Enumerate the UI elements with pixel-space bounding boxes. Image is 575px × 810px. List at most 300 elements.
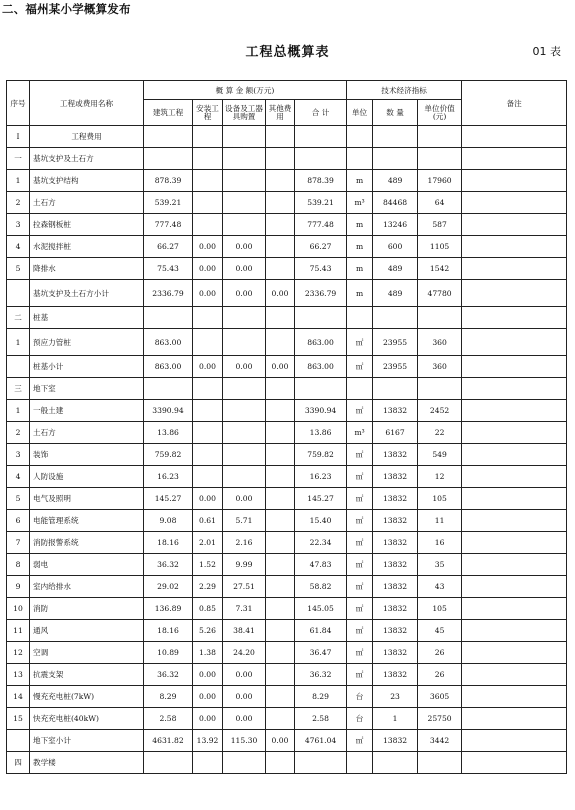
cell-total: 75.43 bbox=[295, 258, 347, 280]
cell-install bbox=[193, 307, 223, 329]
cell-unit-price: 1105 bbox=[418, 236, 462, 258]
table-row bbox=[7, 664, 567, 686]
cell-total bbox=[295, 378, 347, 400]
document-title: 工程总概算表 bbox=[245, 45, 330, 60]
cell-construction: 136.89 bbox=[144, 598, 193, 620]
cell-name: 一般土建 bbox=[30, 400, 144, 422]
cell-install: 0.00 bbox=[193, 708, 223, 730]
cell-other bbox=[266, 554, 295, 576]
cell-quantity bbox=[373, 126, 418, 148]
cell-construction: 777.48 bbox=[144, 214, 193, 236]
cell-other bbox=[266, 214, 295, 236]
cell-remark bbox=[462, 664, 567, 686]
cell-install: 0.00 bbox=[193, 686, 223, 708]
cell-quantity: 23 bbox=[373, 686, 418, 708]
cell-seq: 4 bbox=[7, 466, 30, 488]
cell-construction: 878.39 bbox=[144, 170, 193, 192]
cell-unit: m bbox=[347, 258, 373, 280]
cell-equipment: 2.16 bbox=[223, 532, 266, 554]
cell-equipment bbox=[223, 378, 266, 400]
cell-seq: 3 bbox=[7, 214, 30, 236]
cell-quantity: 13832 bbox=[373, 488, 418, 510]
table-row bbox=[7, 170, 567, 192]
cell-equipment bbox=[223, 444, 266, 466]
cell-install: 0.00 bbox=[193, 258, 223, 280]
cell-remark bbox=[462, 708, 567, 730]
cell-equipment bbox=[223, 466, 266, 488]
cell-unit-price: 3442 bbox=[418, 730, 462, 752]
cell-unit bbox=[347, 307, 373, 329]
cell-name: 消防报警系统 bbox=[30, 532, 144, 554]
cell-unit: ㎡ bbox=[347, 620, 373, 642]
cell-construction: 145.27 bbox=[144, 488, 193, 510]
cell-unit-price bbox=[418, 378, 462, 400]
table-row bbox=[7, 642, 567, 664]
cell-construction: 539.21 bbox=[144, 192, 193, 214]
cell-quantity: 13832 bbox=[373, 554, 418, 576]
cell-remark bbox=[462, 444, 567, 466]
cell-unit-price: 2452 bbox=[418, 400, 462, 422]
cell-name: 降排水 bbox=[30, 258, 144, 280]
cell-remark bbox=[462, 510, 567, 532]
cell-construction: 2336.79 bbox=[144, 280, 193, 307]
cell-equipment bbox=[223, 192, 266, 214]
cell-name: 基坑支护及土石方小计 bbox=[30, 280, 144, 307]
cell-unit-price: 360 bbox=[418, 329, 462, 356]
cell-construction: 2.58 bbox=[144, 708, 193, 730]
cell-construction bbox=[144, 148, 193, 170]
cell-construction: 10.89 bbox=[144, 642, 193, 664]
cell-other bbox=[266, 444, 295, 466]
cell-equipment bbox=[223, 214, 266, 236]
cell-name: 慢充充电桩(7kW) bbox=[30, 686, 144, 708]
cell-unit-price: 22 bbox=[418, 422, 462, 444]
cell-unit: m bbox=[347, 236, 373, 258]
header-unit: 单位 bbox=[347, 100, 373, 126]
table-row bbox=[7, 708, 567, 730]
cell-equipment bbox=[223, 307, 266, 329]
cell-construction: 36.32 bbox=[144, 664, 193, 686]
cell-other bbox=[266, 378, 295, 400]
cell-remark bbox=[462, 752, 567, 774]
cell-quantity: 13832 bbox=[373, 532, 418, 554]
cell-total: 539.21 bbox=[295, 192, 347, 214]
cell-unit-price: 26 bbox=[418, 642, 462, 664]
cell-name: 通风 bbox=[30, 620, 144, 642]
cell-remark bbox=[462, 307, 567, 329]
table-row bbox=[7, 126, 567, 148]
cell-equipment bbox=[223, 752, 266, 774]
cell-remark bbox=[462, 620, 567, 642]
cell-quantity: 13832 bbox=[373, 466, 418, 488]
table-row bbox=[7, 236, 567, 258]
section-title: 二、福州某小学概算发布 bbox=[2, 2, 131, 16]
cell-equipment: 7.31 bbox=[223, 598, 266, 620]
cell-name: 消防 bbox=[30, 598, 144, 620]
cell-other bbox=[266, 307, 295, 329]
cell-total: 145.05 bbox=[295, 598, 347, 620]
cell-unit-price: 16 bbox=[418, 532, 462, 554]
table-row bbox=[7, 510, 567, 532]
cell-unit: ㎡ bbox=[347, 400, 373, 422]
cell-unit: ㎡ bbox=[347, 554, 373, 576]
cell-equipment bbox=[223, 170, 266, 192]
cell-equipment: 27.51 bbox=[223, 576, 266, 598]
cell-seq: 12 bbox=[7, 642, 30, 664]
cell-seq: 8 bbox=[7, 554, 30, 576]
cell-remark bbox=[462, 422, 567, 444]
cell-other bbox=[266, 126, 295, 148]
cell-quantity: 13832 bbox=[373, 620, 418, 642]
table-row bbox=[7, 444, 567, 466]
cell-install bbox=[193, 214, 223, 236]
header-total: 合 计 bbox=[295, 100, 347, 126]
cell-other bbox=[266, 620, 295, 642]
header-amount-group: 概 算 金 额(万元) bbox=[144, 81, 347, 100]
cell-quantity: 23955 bbox=[373, 356, 418, 378]
budget-table bbox=[6, 80, 567, 774]
cell-quantity: 6167 bbox=[373, 422, 418, 444]
cell-quantity bbox=[373, 148, 418, 170]
cell-seq: 15 bbox=[7, 708, 30, 730]
cell-seq: 7 bbox=[7, 532, 30, 554]
cell-seq: 二 bbox=[7, 307, 30, 329]
cell-equipment bbox=[223, 422, 266, 444]
cell-quantity bbox=[373, 752, 418, 774]
table-row bbox=[7, 307, 567, 329]
cell-total: 36.32 bbox=[295, 664, 347, 686]
cell-seq: 3 bbox=[7, 444, 30, 466]
cell-equipment bbox=[223, 148, 266, 170]
cell-quantity bbox=[373, 307, 418, 329]
cell-other bbox=[266, 576, 295, 598]
cell-remark bbox=[462, 280, 567, 307]
cell-quantity: 489 bbox=[373, 258, 418, 280]
cell-name: 装饰 bbox=[30, 444, 144, 466]
cell-name: 空调 bbox=[30, 642, 144, 664]
table-row bbox=[7, 554, 567, 576]
cell-install bbox=[193, 148, 223, 170]
cell-total: 4761.04 bbox=[295, 730, 347, 752]
cell-construction: 66.27 bbox=[144, 236, 193, 258]
cell-equipment: 0.00 bbox=[223, 356, 266, 378]
cell-total bbox=[295, 126, 347, 148]
cell-name: 人防设施 bbox=[30, 466, 144, 488]
cell-quantity: 13246 bbox=[373, 214, 418, 236]
cell-remark bbox=[462, 214, 567, 236]
cell-install: 1.52 bbox=[193, 554, 223, 576]
cell-seq: 5 bbox=[7, 258, 30, 280]
cell-total: 8.29 bbox=[295, 686, 347, 708]
cell-quantity: 1 bbox=[373, 708, 418, 730]
cell-unit-price: 35 bbox=[418, 554, 462, 576]
cell-unit-price bbox=[418, 148, 462, 170]
cell-remark bbox=[462, 554, 567, 576]
table-row bbox=[7, 356, 567, 378]
cell-install bbox=[193, 466, 223, 488]
cell-quantity bbox=[373, 378, 418, 400]
cell-unit bbox=[347, 126, 373, 148]
cell-equipment: 5.71 bbox=[223, 510, 266, 532]
cell-total: 61.84 bbox=[295, 620, 347, 642]
cell-construction: 3390.94 bbox=[144, 400, 193, 422]
cell-total: 2.58 bbox=[295, 708, 347, 730]
cell-remark bbox=[462, 170, 567, 192]
cell-unit-price: 17960 bbox=[418, 170, 462, 192]
cell-equipment: 0.00 bbox=[223, 280, 266, 307]
table-row bbox=[7, 329, 567, 356]
cell-install: 0.00 bbox=[193, 664, 223, 686]
cell-unit: ㎡ bbox=[347, 576, 373, 598]
cell-quantity: 23955 bbox=[373, 329, 418, 356]
cell-seq bbox=[7, 356, 30, 378]
cell-other: 0.00 bbox=[266, 730, 295, 752]
cell-name: 基坑支护及土石方 bbox=[30, 148, 144, 170]
cell-remark bbox=[462, 258, 567, 280]
cell-unit-price: 360 bbox=[418, 356, 462, 378]
cell-seq: 13 bbox=[7, 664, 30, 686]
cell-construction: 759.82 bbox=[144, 444, 193, 466]
cell-unit: 台 bbox=[347, 708, 373, 730]
cell-equipment: 0.00 bbox=[223, 488, 266, 510]
cell-unit-price: 47780 bbox=[418, 280, 462, 307]
cell-name: 桩基 bbox=[30, 307, 144, 329]
header-construction: 建筑工程 bbox=[144, 100, 193, 126]
cell-install: 1.38 bbox=[193, 642, 223, 664]
header-install: 安装工程 bbox=[193, 100, 223, 126]
cell-install: 2.01 bbox=[193, 532, 223, 554]
cell-remark bbox=[462, 576, 567, 598]
cell-construction: 8.29 bbox=[144, 686, 193, 708]
cell-remark bbox=[462, 730, 567, 752]
cell-unit-price bbox=[418, 752, 462, 774]
cell-equipment: 9.99 bbox=[223, 554, 266, 576]
cell-unit: m³ bbox=[347, 422, 373, 444]
cell-other bbox=[266, 400, 295, 422]
cell-construction: 29.02 bbox=[144, 576, 193, 598]
cell-quantity: 489 bbox=[373, 170, 418, 192]
cell-seq: 三 bbox=[7, 378, 30, 400]
cell-other bbox=[266, 532, 295, 554]
cell-seq: 5 bbox=[7, 488, 30, 510]
cell-install bbox=[193, 170, 223, 192]
cell-construction: 13.86 bbox=[144, 422, 193, 444]
cell-other bbox=[266, 642, 295, 664]
cell-unit-price: 64 bbox=[418, 192, 462, 214]
cell-quantity: 13832 bbox=[373, 510, 418, 532]
cell-construction bbox=[144, 307, 193, 329]
cell-equipment: 115.30 bbox=[223, 730, 266, 752]
cell-name: 土石方 bbox=[30, 192, 144, 214]
cell-equipment: 0.00 bbox=[223, 236, 266, 258]
cell-name: 教学楼 bbox=[30, 752, 144, 774]
cell-quantity: 600 bbox=[373, 236, 418, 258]
cell-unit: m bbox=[347, 214, 373, 236]
cell-total: 878.39 bbox=[295, 170, 347, 192]
cell-other bbox=[266, 686, 295, 708]
cell-remark bbox=[462, 236, 567, 258]
cell-name: 地下室 bbox=[30, 378, 144, 400]
cell-install: 0.00 bbox=[193, 488, 223, 510]
table-row bbox=[7, 148, 567, 170]
cell-unit: m³ bbox=[347, 192, 373, 214]
cell-name: 基坑支护结构 bbox=[30, 170, 144, 192]
cell-construction: 863.00 bbox=[144, 329, 193, 356]
cell-unit bbox=[347, 148, 373, 170]
cell-other bbox=[266, 488, 295, 510]
cell-equipment bbox=[223, 400, 266, 422]
cell-total: 16.23 bbox=[295, 466, 347, 488]
cell-name: 拉森钢板桩 bbox=[30, 214, 144, 236]
cell-quantity: 13832 bbox=[373, 664, 418, 686]
cell-construction: 18.16 bbox=[144, 620, 193, 642]
cell-quantity: 13832 bbox=[373, 400, 418, 422]
cell-quantity: 13832 bbox=[373, 576, 418, 598]
cell-remark bbox=[462, 126, 567, 148]
table-row bbox=[7, 378, 567, 400]
cell-name: 电气及照明 bbox=[30, 488, 144, 510]
cell-unit-price: 25750 bbox=[418, 708, 462, 730]
table-row bbox=[7, 686, 567, 708]
cell-total: 3390.94 bbox=[295, 400, 347, 422]
cell-seq: 1 bbox=[7, 329, 30, 356]
cell-construction: 36.32 bbox=[144, 554, 193, 576]
cell-remark bbox=[462, 642, 567, 664]
cell-equipment: 38.41 bbox=[223, 620, 266, 642]
cell-total: 66.27 bbox=[295, 236, 347, 258]
cell-unit bbox=[347, 378, 373, 400]
header-seq: 序号 bbox=[7, 81, 30, 126]
cell-name: 预应力管桩 bbox=[30, 329, 144, 356]
cell-install: 0.00 bbox=[193, 356, 223, 378]
cell-other bbox=[266, 329, 295, 356]
cell-install bbox=[193, 422, 223, 444]
header-unit-price: 单位价值(元) bbox=[418, 100, 462, 126]
cell-unit: ㎡ bbox=[347, 356, 373, 378]
cell-total: 863.00 bbox=[295, 329, 347, 356]
cell-other bbox=[266, 708, 295, 730]
cell-seq bbox=[7, 280, 30, 307]
cell-unit: ㎡ bbox=[347, 532, 373, 554]
cell-quantity: 13832 bbox=[373, 598, 418, 620]
cell-remark bbox=[462, 400, 567, 422]
document-code: 01 表 bbox=[532, 45, 561, 58]
cell-name: 弱电 bbox=[30, 554, 144, 576]
cell-total bbox=[295, 148, 347, 170]
cell-construction: 16.23 bbox=[144, 466, 193, 488]
cell-construction: 18.16 bbox=[144, 532, 193, 554]
cell-name: 室内给排水 bbox=[30, 576, 144, 598]
cell-install bbox=[193, 329, 223, 356]
table-row bbox=[7, 214, 567, 236]
cell-unit-price: 105 bbox=[418, 488, 462, 510]
cell-unit: ㎡ bbox=[347, 598, 373, 620]
cell-unit: ㎡ bbox=[347, 730, 373, 752]
cell-total: 777.48 bbox=[295, 214, 347, 236]
cell-name: 桩基小计 bbox=[30, 356, 144, 378]
cell-install bbox=[193, 378, 223, 400]
header-quantity: 数 量 bbox=[373, 100, 418, 126]
cell-unit-price: 26 bbox=[418, 664, 462, 686]
cell-total: 2336.79 bbox=[295, 280, 347, 307]
cell-unit: ㎡ bbox=[347, 642, 373, 664]
cell-quantity: 84468 bbox=[373, 192, 418, 214]
table-row bbox=[7, 258, 567, 280]
cell-seq: 2 bbox=[7, 422, 30, 444]
cell-unit-price: 45 bbox=[418, 620, 462, 642]
cell-name: 电能管理系统 bbox=[30, 510, 144, 532]
cell-install: 5.26 bbox=[193, 620, 223, 642]
cell-seq: 1 bbox=[7, 170, 30, 192]
cell-total bbox=[295, 752, 347, 774]
cell-equipment: 24.20 bbox=[223, 642, 266, 664]
cell-construction bbox=[144, 126, 193, 148]
cell-seq: 10 bbox=[7, 598, 30, 620]
cell-seq: 6 bbox=[7, 510, 30, 532]
cell-seq: 四 bbox=[7, 752, 30, 774]
table-row bbox=[7, 422, 567, 444]
cell-install: 0.00 bbox=[193, 280, 223, 307]
cell-total bbox=[295, 307, 347, 329]
table-row bbox=[7, 598, 567, 620]
table-row bbox=[7, 730, 567, 752]
cell-unit-price: 549 bbox=[418, 444, 462, 466]
cell-unit-price: 587 bbox=[418, 214, 462, 236]
cell-equipment bbox=[223, 126, 266, 148]
cell-unit-price: 3605 bbox=[418, 686, 462, 708]
table-row bbox=[7, 488, 567, 510]
cell-install bbox=[193, 126, 223, 148]
cell-other bbox=[266, 192, 295, 214]
cell-total: 863.00 bbox=[295, 356, 347, 378]
cell-unit-price: 105 bbox=[418, 598, 462, 620]
cell-unit: ㎡ bbox=[347, 510, 373, 532]
cell-other bbox=[266, 170, 295, 192]
cell-install: 0.85 bbox=[193, 598, 223, 620]
cell-total: 58.82 bbox=[295, 576, 347, 598]
cell-seq bbox=[7, 730, 30, 752]
cell-total: 47.83 bbox=[295, 554, 347, 576]
cell-unit-price: 1542 bbox=[418, 258, 462, 280]
cell-unit: m bbox=[347, 170, 373, 192]
cell-remark bbox=[462, 148, 567, 170]
cell-total: 36.47 bbox=[295, 642, 347, 664]
cell-construction: 4631.82 bbox=[144, 730, 193, 752]
cell-remark bbox=[462, 329, 567, 356]
table-row bbox=[7, 752, 567, 774]
cell-name: 水泥搅拌桩 bbox=[30, 236, 144, 258]
cell-unit bbox=[347, 752, 373, 774]
cell-equipment bbox=[223, 329, 266, 356]
header-equipment: 设备及工器具购置 bbox=[223, 100, 266, 126]
cell-other: 0.00 bbox=[266, 280, 295, 307]
cell-other bbox=[266, 664, 295, 686]
table-row bbox=[7, 192, 567, 214]
table-row bbox=[7, 576, 567, 598]
cell-seq: Ⅰ bbox=[7, 126, 30, 148]
cell-unit: ㎡ bbox=[347, 466, 373, 488]
cell-other bbox=[266, 258, 295, 280]
cell-install: 0.61 bbox=[193, 510, 223, 532]
cell-install bbox=[193, 444, 223, 466]
cell-total: 22.34 bbox=[295, 532, 347, 554]
cell-seq: 11 bbox=[7, 620, 30, 642]
header-remark: 备注 bbox=[462, 81, 567, 126]
cell-other bbox=[266, 236, 295, 258]
cell-install: 2.29 bbox=[193, 576, 223, 598]
cell-equipment: 0.00 bbox=[223, 708, 266, 730]
cell-install bbox=[193, 192, 223, 214]
